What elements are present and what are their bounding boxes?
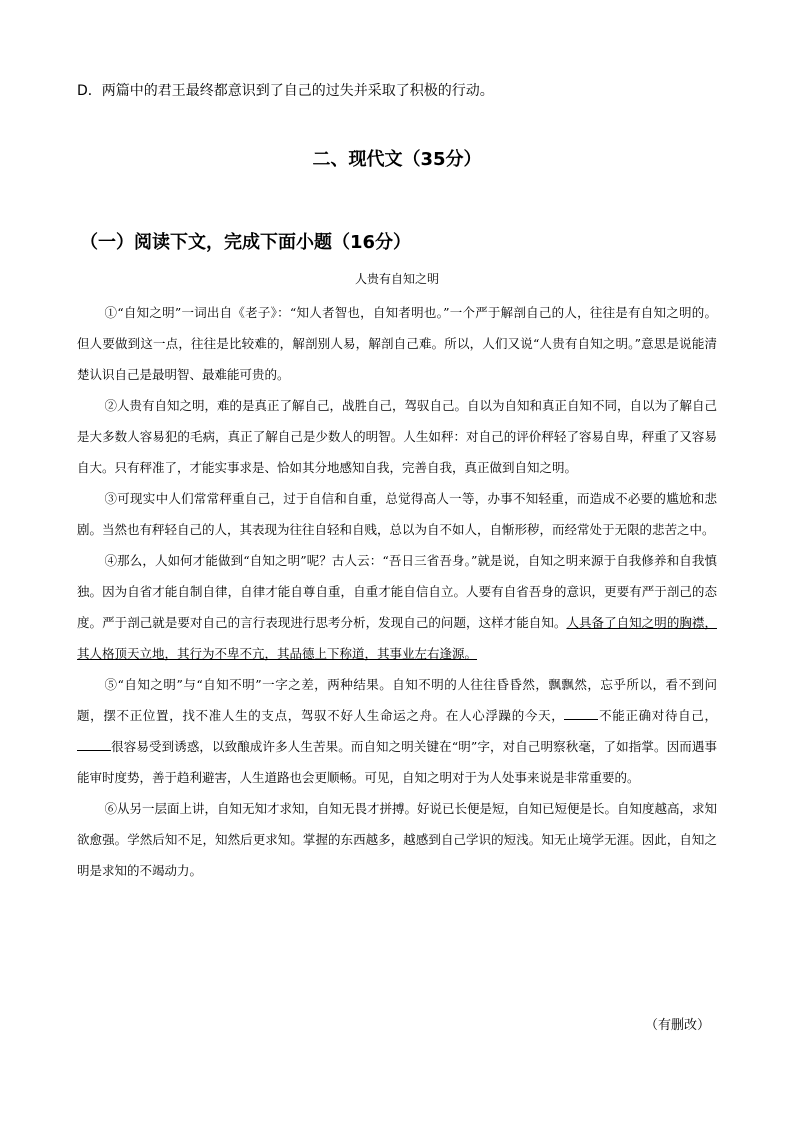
paragraph-5-part-2: 不能正确对待自己， (598, 708, 717, 723)
paragraph-4-text: ④那么，人如何才能做到“自知之明”呢？古人云：“吾日三省吾身。”就是说，自知之明来源于自我修养和自我慎独。因为自省才能自制自律，自律才能自尊自重，自重才能自信自立。人要有自省吾身的意识，更要有严于剖己的态度。严于剖己就是要对自己的言行表现进行思考分析，发现自己的问题，这样才能自知。 (77, 553, 717, 630)
source-note: （有删改） (644, 1018, 710, 1033)
fill-blank-1 (564, 707, 598, 720)
paragraph-1: ①“自知之明”一词出自《老子》：“知人者智也，自知者明也。”一个严于解剖自己的人，往往是有自知之明的。但人要做到这一点，往往是比较难的，解剖别人易，解剖自己难。所以，人们又说“人贵有自知之明。”意思是说能清楚认识自己是最明智、最难能可贵的。 (77, 305, 717, 382)
paragraph-6: ⑥从另一层面上讲，自知无知才求知，自知无畏才拼搏。好说已长便是短，自知已短便是长。自知度越高，求知欲愈强。学然后知不足，知然后更求知。掌握的东西越多，越感到自己学识的短浅。知无止境学无涯。因此，自知之明是求知的不竭动力。 (77, 801, 718, 878)
article-body (77, 297, 717, 886)
paragraph-3: ③可现实中人们常常秤重自己，过于自信和自重，总觉得高人一等，办事不知轻重，而造成不必要的尴尬和悲剧。当然也有秤轻自己的人，其表现为往往自轻和自贱，总以为自不如人，自惭形秽，而经常处于无限的悲苦之中。 (77, 491, 717, 537)
underlined-sentence: 人具备了自知之明的胸襟，其人格顶天立地，其行为不卑不亢，其品德上下称道，其事业左右逢源。 (77, 615, 717, 661)
section-title: 二、现代文（35分） (312, 149, 482, 170)
subsection-title: （一）阅读下文，完成下面小题（16分） (80, 232, 412, 253)
paragraph-5 (77, 669, 717, 793)
paragraph-4 (77, 545, 717, 669)
article-title: 人贵有自知之明 (354, 272, 439, 286)
option-d: D．两篇中的君王最终都意识到了自己的过失并采取了积极的行动。 (77, 83, 494, 99)
paragraph-5-part-1: ⑤“自知之明”与“自知不明”一字之差，两种结果。自知不明的人往往昏昏然，飘飘然，忘乎所以，看不到问题，摆不正位置，找不准人生的支点，驾驭不好人生命运之舟。在人心浮躁的今天， (77, 677, 717, 723)
paragraph-5-part-3: 很容易受到诱惑，以致酿成许多人生苦果。而自知之明关键在“明”字，对自己明察秋毫，了如指掌。因而遇事能审时度势，善于趋利避害，人生道路也会更顺畅。可见，自知之明对于为人处事来说是非常重要的。 (77, 739, 717, 785)
paragraph-2: ②人贵有自知之明，难的是真正了解自己，战胜自己，驾驭自己。自以为自知和真正自知不同，自以为了解自己是大多数人容易犯的毛病，真正了解自己是少数人的明智。人生如秤：对自己的评价秤轻了容易自卑，秤重了又容易自大。只有秤准了，才能实事求是、恰如其分地感知自我，完善自我，真正做到自知之明。 (77, 398, 718, 475)
fill-blank-2 (77, 738, 111, 751)
